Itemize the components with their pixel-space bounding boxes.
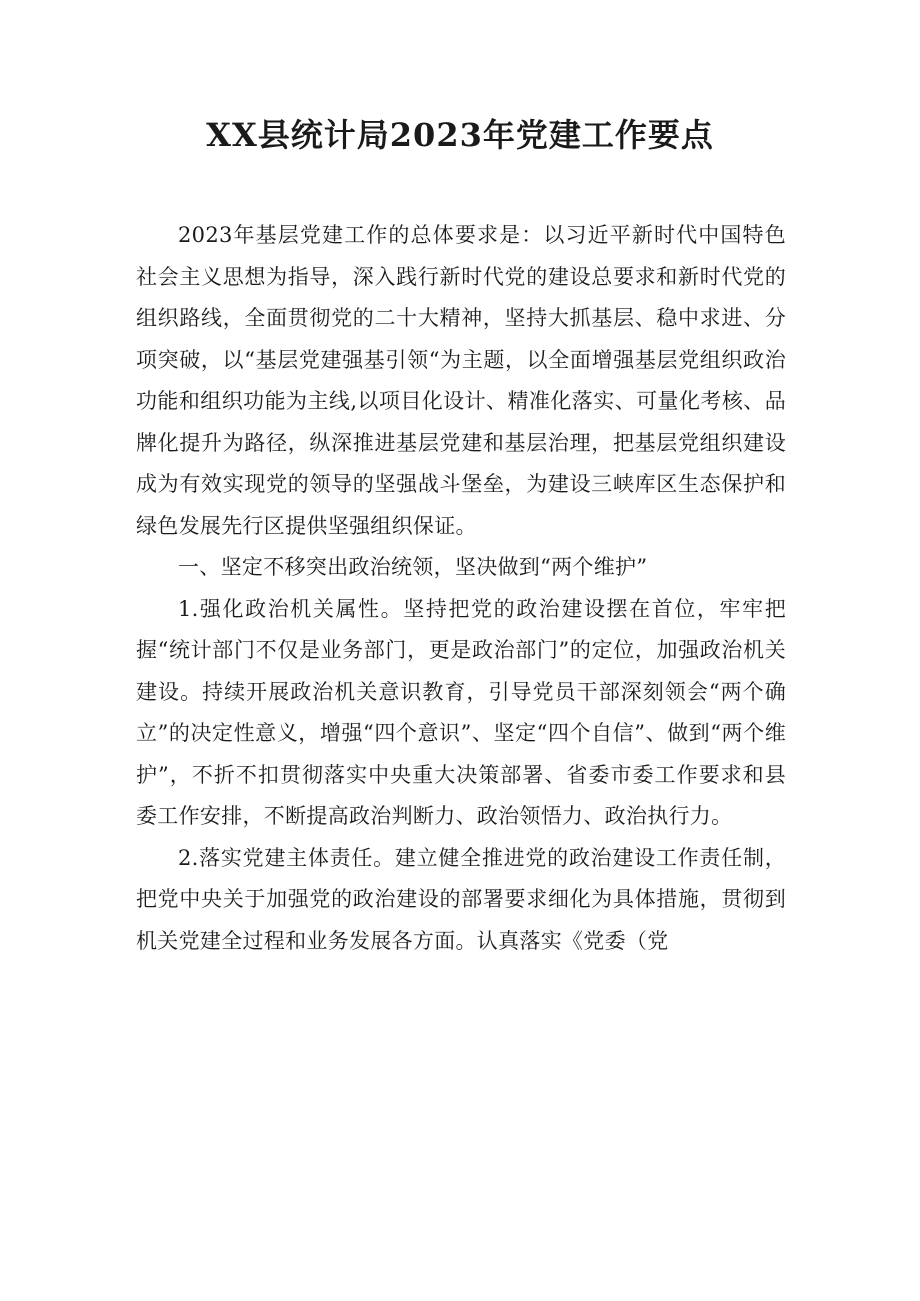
paragraph-item-1: 1.强化政治机关属性。坚持把党的政治建设摆在首位，牢牢把握“统计部门不仅是业务部门，更是政治部门”的定位，加强政治机关建设。持续开展政治机关意识教育，引导党员干部深刻领会“两个确立”的决定性意义，增强“四个意识”、坚定“四个自信”、做到“两个维护”，不折不扣贯彻落实中央重大决策部署、省委市委工作要求和县委工作安排，不断提高政治判断力、政治领悟力、政治执行力。	[136, 596, 786, 828]
document-body	[136, 215, 786, 962]
section-heading-1: 一、坚定不移突出政治统领，坚决做到“两个维护”	[178, 555, 648, 579]
paragraph-general-requirements: 2023年基层党建工作的总体要求是：以习近平新时代中国特色社会主义思想为指导，深入践行新时代党的建设总要求和新时代党的组织路线，全面贯彻党的二十大精神，坚持大抓基层、稳中求进、分项突破，以“基层党建强基引领“为主题，以全面增强基层党组织政治功能和组织功能为主线,以项目化设计、精准化落实、可量化考核、品牌化提升为路径，纵深推进基层党建和基层治理，把基层党组织建设成为有效实现党的领导的坚强战斗堡垒，为建设三峡库区生态保护和绿色发展先行区提供坚强组织保证。	[136, 223, 786, 538]
paragraph-item-2: 2.落实党建主体责任。建立健全推进党的政治建设工作责任制，把党中央关于加强党的政治建设的部署要求细化为具体措施，贯彻到机关党建全过程和业务发展各方面。认真落实《党委（党	[136, 845, 786, 953]
document-title: XX县统计局2023年党建工作要点	[206, 116, 714, 154]
